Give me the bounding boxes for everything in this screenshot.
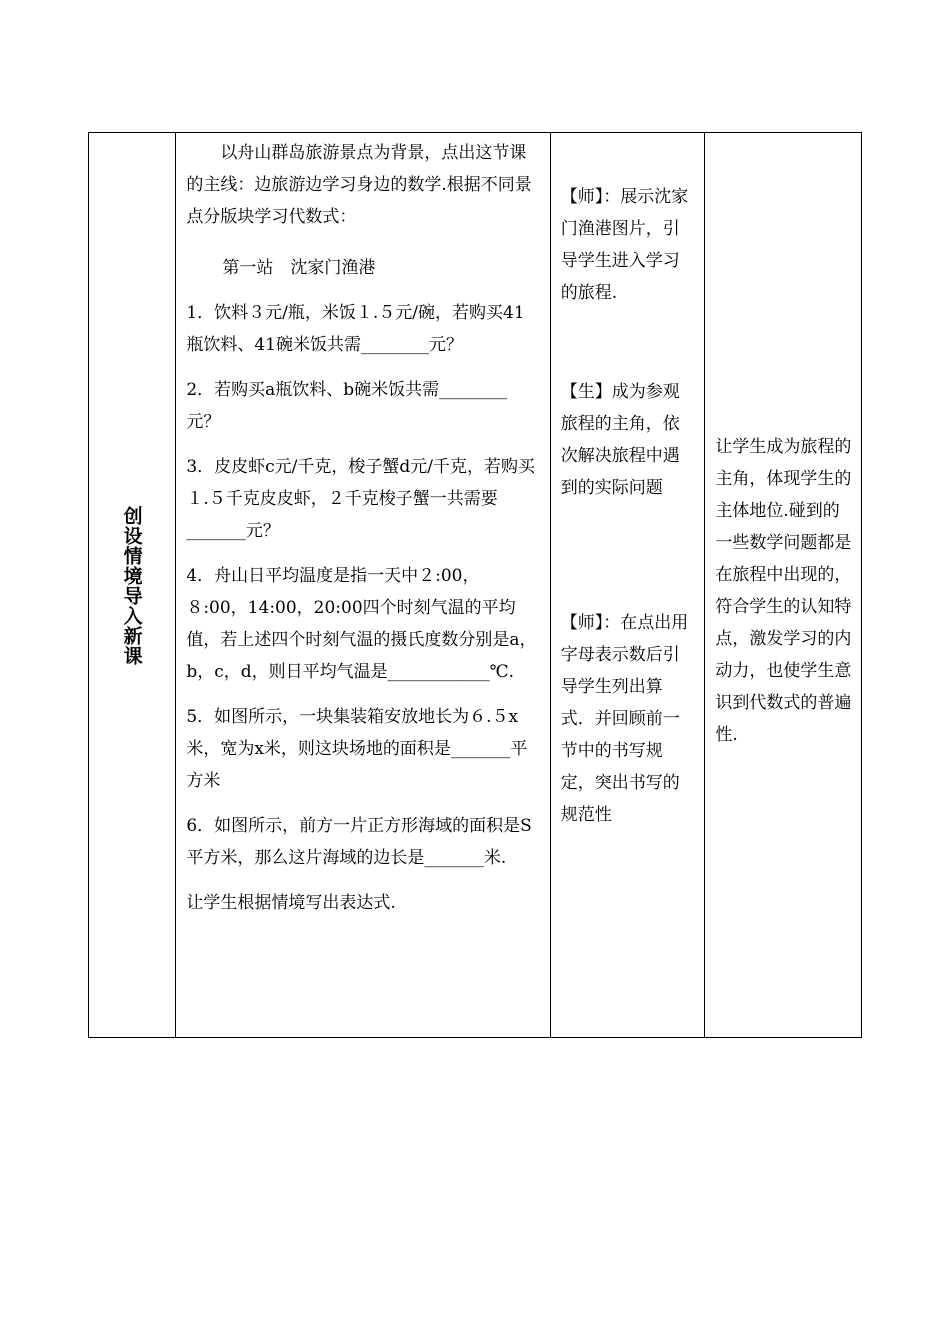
content-cell — [176, 133, 550, 1038]
question-item: 4．舟山日平均温度是指一天中２:00，８:00，14:00，20:00四个时刻气温的平均值，若上述四个时刻气温的摄氏度数分别是a，b，c，d，则日平均气温是____________℃. — [186, 566, 537, 682]
question-item: 1．饮料３元/瓶，米饭１.５元/碗，若购买41瓶饮料、41碗米饭共需________元？ — [186, 303, 525, 355]
stage-label: 创设情境导入新课 — [120, 506, 143, 666]
question-item: 2．若购买a瓶饮料、b碗米饭共需________元？ — [186, 380, 508, 432]
intro-paragraph: 以舟山群岛旅游景点为背景，点出这节课的主线：边旅游边学习身边的数学.根据不同景点分版块学习代数式： — [186, 143, 532, 227]
design-intent-text: 让学生成为旅程的主角，体现学生的主体地位.碰到的一些数学问题都是在旅程中出现的，符合学生的认知特点，激发学习的内动力，也使学生意识到代数式的普遍性. — [715, 437, 852, 745]
question-item: 6．如图所示，前方一片正方形海域的面积是S平方米，那么这片海域的边长是_______米. — [186, 816, 532, 868]
table-row — [89, 133, 862, 1038]
question-item: 5．如图所示，一块集装箱安放地长为６.５x米，宽为x米，则这块场地的面积是_______平方米 — [186, 707, 528, 791]
lesson-plan-table — [88, 132, 862, 1038]
stage-cell — [89, 133, 176, 1038]
closing-paragraph: 让学生根据情境写出表达式. — [186, 893, 396, 913]
student-activity: 【生】成为参观旅程的主角，依次解决旅程中遇到的实际问题 — [560, 382, 680, 498]
teacher-student-cell — [550, 133, 705, 1038]
teacher-activity-2: 【师】：在点出用字母表示数后引导学生列出算式．并回顾前一节中的书写规定，突出书写的规范性 — [560, 613, 689, 825]
design-intent-cell — [705, 133, 862, 1038]
teacher-activity-1: 【师】：展示沈家门渔港图片，引导学生进入学习的旅程. — [560, 187, 689, 303]
station-heading: 第一站 沈家门渔港 — [222, 258, 376, 278]
question-item: 3．皮皮虾c元/千克，梭子蟹d元/千克，若购买１.５千克皮皮虾，２千克梭子蟹一共需要_______元？ — [186, 457, 536, 541]
